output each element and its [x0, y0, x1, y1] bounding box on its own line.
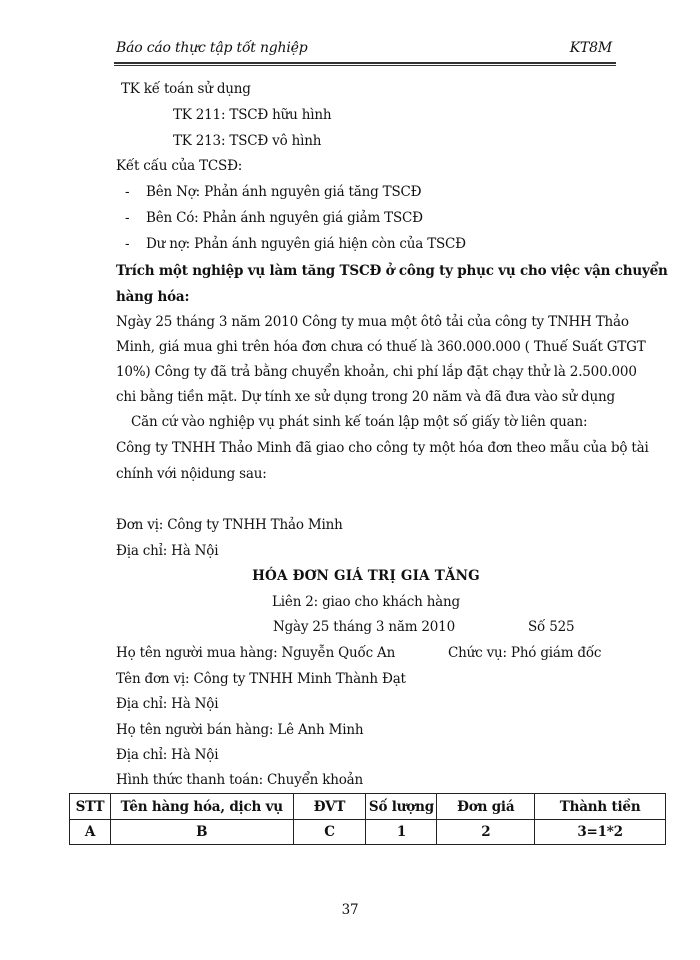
structure-heading: Kết cấu của TCSĐ:	[116, 158, 243, 174]
invoice-title: HÓA ĐƠN GIÁ TRỊ GIA TĂNG	[252, 568, 480, 584]
paragraph-line: chi bằng tiền mặt. Dự tính xe sử dụng trong 20 năm và đã đưa vào sử dụng	[116, 389, 615, 405]
table-header-cell: STT	[70, 794, 111, 820]
buyer-name: Họ tên người mua hàng: Nguyễn Quốc An	[116, 645, 396, 661]
paragraph-line: Minh, giá mua ghi trên hóa đơn chưa có thuế là 360.000.000 ( Thuế Suất GTGT	[116, 339, 646, 355]
table-header-row	[70, 794, 666, 820]
bullet-dash: -	[125, 184, 130, 200]
invoice-copy: Liên 2: giao cho khách hàng	[272, 594, 460, 610]
table-header-cell: ĐVT	[293, 794, 366, 820]
table-cell: C	[293, 820, 366, 845]
page-number: 37	[341, 902, 359, 918]
buyer-position: Chức vụ: Phó giám đốc	[448, 645, 602, 661]
bullet-dash: -	[125, 210, 130, 226]
report-code: KT8M	[569, 40, 612, 56]
buyer-address: Địa chỉ: Hà Nội	[116, 696, 219, 712]
header-divider	[114, 62, 616, 66]
table-header-cell: Đơn giá	[437, 794, 535, 820]
paragraph-line: Công ty TNHH Thảo Minh đã giao cho công ty một hóa đơn theo mẫu của bộ tài	[116, 440, 649, 456]
table-cell: A	[70, 820, 111, 845]
table-cell: 2	[437, 820, 535, 845]
table-header-cell: Số lượng	[366, 794, 437, 820]
payment-method: Hình thức thanh toán: Chuyển khoản	[116, 772, 364, 788]
invoice-table	[69, 793, 666, 845]
table-header-cell: Tên hàng hóa, dịch vụ	[110, 794, 293, 820]
account-211: TK 211: TSCĐ hữu hình	[173, 107, 332, 123]
paragraph-line: Căn cứ vào nghiệp vụ phát sinh kế toán lập một số giấy tờ liên quan:	[131, 414, 588, 430]
structure-item: Dư nợ: Phản ánh nguyên giá hiện còn của TSCĐ	[146, 236, 466, 252]
table-cell: 3=1*2	[535, 820, 666, 845]
seller-unit: Đơn vị: Công ty TNHH Thảo Minh	[116, 517, 343, 533]
paragraph-line: 10%) Công ty đã trả bằng chuyển khoản, chi phí lắp đặt chạy thử là 2.500.000	[116, 364, 637, 380]
accounts-intro: TK kế toán sử dụng	[121, 81, 251, 97]
table-cell: 1	[366, 820, 437, 845]
table-row	[70, 820, 666, 845]
structure-item: Bên Có: Phản ánh nguyên giá giảm TSCĐ	[146, 210, 423, 226]
invoice-date: Ngày 25 tháng 3 năm 2010	[273, 619, 455, 635]
table-cell: B	[110, 820, 293, 845]
invoice-number: Số 525	[528, 619, 575, 635]
bullet-dash: -	[125, 236, 130, 252]
account-213: TK 213: TSCĐ vô hình	[173, 133, 322, 149]
table-header-cell: Thành tiền	[535, 794, 666, 820]
buyer-unit: Tên đơn vị: Công ty TNHH Minh Thành Đạt	[116, 671, 406, 687]
paragraph-line: Ngày 25 tháng 3 năm 2010 Công ty mua một ôtô tải của công ty TNHH Thảo	[116, 314, 629, 330]
seller-address-invoice: Địa chỉ: Hà Nội	[116, 747, 219, 763]
report-title: Báo cáo thực tập tốt nghiệp	[116, 40, 308, 56]
section-title-line2: hàng hóa:	[116, 289, 190, 305]
seller-address: Địa chỉ: Hà Nội	[116, 543, 219, 559]
page-header	[114, 40, 614, 60]
seller-name: Họ tên người bán hàng: Lê Anh Minh	[116, 722, 364, 738]
paragraph-line: chính với nộidung sau:	[116, 466, 267, 482]
section-title-line1: Trích một nghiệp vụ làm tăng TSCĐ ở công ty phục vụ cho việc vận chuyển	[116, 263, 668, 279]
structure-item: Bên Nợ: Phản ánh nguyên giá tăng TSCĐ	[146, 184, 422, 200]
